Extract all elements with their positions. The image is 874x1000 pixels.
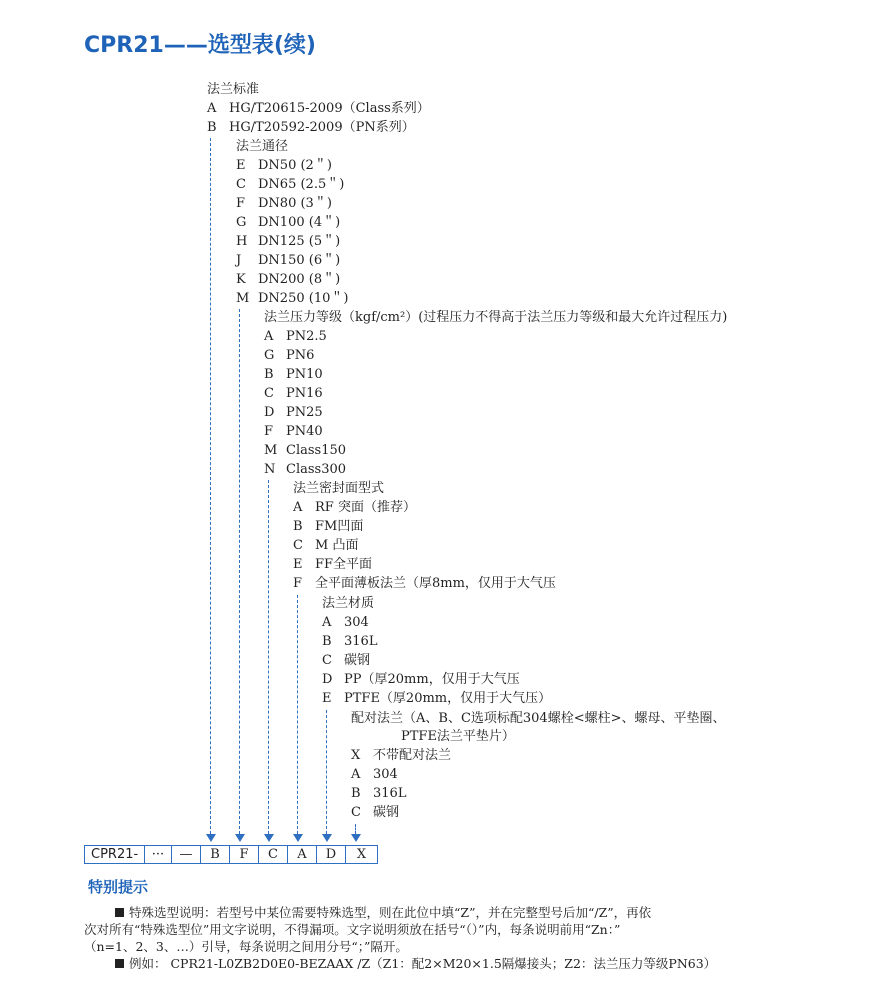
option-code: A	[207, 101, 217, 116]
option-label: HG/T20592-2009（PN系列）	[229, 120, 415, 135]
model-cell-mating-flange: X	[356, 847, 367, 862]
option-label: DN250 (10＂)	[258, 291, 349, 306]
option-label: 304	[373, 767, 398, 782]
option-label: PN2.5	[286, 329, 327, 344]
option-label: PN40	[286, 424, 323, 439]
connector-line	[297, 595, 298, 834]
option-row	[236, 177, 344, 193]
option-row	[264, 386, 323, 402]
option-row	[264, 329, 327, 345]
option-row	[264, 424, 323, 440]
option-label: PTFE（厚20mm，仅用于大气压）	[344, 691, 552, 706]
option-row	[236, 234, 340, 250]
bullet-square-icon	[115, 959, 124, 968]
option-row	[322, 653, 370, 669]
option-row	[236, 291, 348, 307]
model-cell-dash: —	[172, 846, 201, 863]
option-row	[236, 196, 332, 212]
arrow-down-icon	[293, 834, 303, 842]
option-row	[264, 405, 323, 421]
option-code: H	[236, 234, 248, 249]
option-code: M	[236, 291, 250, 306]
model-cell-ellipsis: ···	[145, 846, 172, 863]
option-code: X	[351, 748, 361, 763]
option-label: DN65 (2.5＂)	[258, 177, 345, 192]
option-label: PN16	[286, 386, 323, 401]
option-row	[264, 348, 314, 364]
option-code: A	[351, 767, 361, 782]
option-code: C	[351, 805, 361, 820]
option-label: PP（厚20mm，仅用于大气压	[344, 672, 520, 687]
option-code: J	[236, 253, 242, 268]
option-label: 316L	[344, 634, 378, 649]
option-code: A	[322, 615, 332, 630]
option-label: 304	[344, 615, 369, 630]
group-heading-sealing-face: 法兰密封面型式	[293, 481, 385, 496]
option-code: F	[236, 196, 246, 211]
model-cell-pressure-rating: C	[259, 846, 288, 863]
option-row	[236, 215, 340, 231]
option-row	[264, 462, 346, 478]
connector-line	[239, 309, 240, 834]
option-code: F	[264, 424, 274, 439]
option-row	[293, 576, 556, 592]
note-line: 次对所有“特殊选型位”用文字说明，不得漏项。文字说明须放在括号“（）”内，每条说明前用“Zn：”	[84, 922, 621, 937]
option-code: C	[322, 653, 332, 668]
option-label: DN100 (4＂)	[258, 215, 341, 230]
group-heading-pressure-rating: 法兰压力等级（kgf/cm²）(过程压力不得高于法兰压力等级和最大允许过程压力)	[264, 310, 728, 325]
option-row	[322, 634, 377, 650]
bullet-square-icon	[115, 908, 124, 917]
connector-line	[355, 824, 356, 834]
model-code-row	[84, 845, 378, 864]
arrow-down-icon	[264, 834, 274, 842]
option-label: 不带配对法兰	[373, 748, 452, 763]
option-code: B	[322, 634, 332, 649]
option-row	[293, 557, 372, 573]
group-heading-flange-standard: 法兰标准	[207, 82, 260, 97]
option-label: 全平面薄板法兰（厚8mm，仅用于大气压	[315, 576, 556, 591]
option-code: G	[264, 348, 275, 363]
option-code: A	[293, 500, 303, 515]
option-row	[207, 120, 415, 136]
option-code: E	[293, 557, 303, 572]
option-label: RF 突面（推荐）	[315, 500, 416, 515]
option-row	[236, 158, 332, 174]
arrow-down-icon	[206, 834, 216, 842]
option-label: DN125 (5＂)	[258, 234, 341, 249]
option-code: B	[351, 786, 361, 801]
page-title: CPR21——选型表(续)	[84, 33, 316, 58]
option-code: N	[264, 462, 276, 477]
option-code: E	[322, 691, 332, 706]
option-label: 碳钢	[373, 805, 400, 820]
note-text: 特殊选型说明：若型号中某位需要特殊选型，则在此位中填“Z”，并在完整型号后加“/Z”，再依	[129, 905, 652, 920]
option-label: FF全平面	[315, 557, 373, 572]
option-row	[236, 253, 340, 269]
option-label: Class150	[286, 443, 347, 458]
option-label: HG/T20615-2009（Class系列）	[229, 101, 430, 116]
option-code: M	[264, 443, 278, 458]
option-code: F	[293, 576, 303, 591]
model-cell-flange-standard: B	[201, 846, 230, 863]
option-label: DN80 (3＂)	[258, 196, 332, 211]
option-row	[322, 615, 369, 631]
option-label: DN50 (2＂)	[258, 158, 332, 173]
connector-line	[326, 710, 327, 834]
model-cell-flange-material: D	[317, 846, 346, 863]
option-label: 316L	[373, 786, 407, 801]
note-line	[115, 904, 651, 921]
option-row	[293, 538, 358, 554]
option-label: 碳钢	[344, 653, 371, 668]
option-code: C	[236, 177, 246, 192]
arrow-down-icon	[351, 834, 361, 842]
note-text: 例如： CPR21-L0ZB2D0E0-BEZAAX /Z（Z1：配2×M20×1.5隔爆接头；Z2：法兰压力等级PN63）	[129, 956, 717, 971]
connector-line	[268, 480, 269, 834]
option-code: K	[236, 272, 246, 287]
option-row	[293, 519, 363, 535]
option-row	[351, 748, 451, 764]
note-line: （n=1、2、3、…）引导，每条说明之间用分号“；”隔开。	[84, 939, 408, 954]
option-row	[322, 672, 520, 688]
option-code: E	[236, 158, 246, 173]
option-code: B	[264, 367, 274, 382]
option-code: B	[207, 120, 217, 135]
option-code: B	[293, 519, 303, 534]
option-row	[236, 272, 340, 288]
note-line	[115, 955, 716, 972]
group-heading-flange-size: 法兰通径	[236, 139, 289, 154]
option-label: PN10	[286, 367, 323, 382]
option-label: FM凹面	[315, 519, 364, 534]
option-code: D	[322, 672, 333, 687]
option-code: G	[236, 215, 247, 230]
option-row	[264, 443, 346, 459]
model-cell-sealing-face: A	[288, 846, 317, 863]
option-row	[322, 691, 551, 707]
option-row	[351, 786, 406, 802]
group-heading-mating-flange: 配对法兰（A、B、C选项标配304螺栓<螺柱>、螺母、平垫圈、	[351, 711, 726, 726]
option-code: A	[264, 329, 274, 344]
option-row	[207, 101, 430, 117]
notes-title: 特别提示	[88, 878, 149, 896]
connector-line	[210, 138, 211, 834]
option-label: PN25	[286, 405, 323, 420]
option-label: Class300	[286, 462, 347, 477]
group-heading-flange-material: 法兰材质	[322, 596, 375, 611]
option-label: DN200 (8＂)	[258, 272, 341, 287]
option-row	[351, 805, 399, 821]
option-label: PN6	[286, 348, 315, 363]
arrow-down-icon	[322, 834, 332, 842]
option-label: DN150 (6＂)	[258, 253, 341, 268]
model-cell-flange-size: F	[230, 846, 259, 863]
option-code: C	[264, 386, 274, 401]
option-code: D	[264, 405, 275, 420]
model-cell-base: CPR21-	[85, 846, 145, 863]
option-label: M 凸面	[315, 538, 359, 553]
option-row	[351, 767, 398, 783]
arrow-down-icon	[235, 834, 245, 842]
option-code: C	[293, 538, 303, 553]
group-heading-mating-flange-line2: PTFE法兰平垫片）	[401, 729, 515, 744]
option-row	[293, 500, 416, 516]
option-row	[264, 367, 323, 383]
